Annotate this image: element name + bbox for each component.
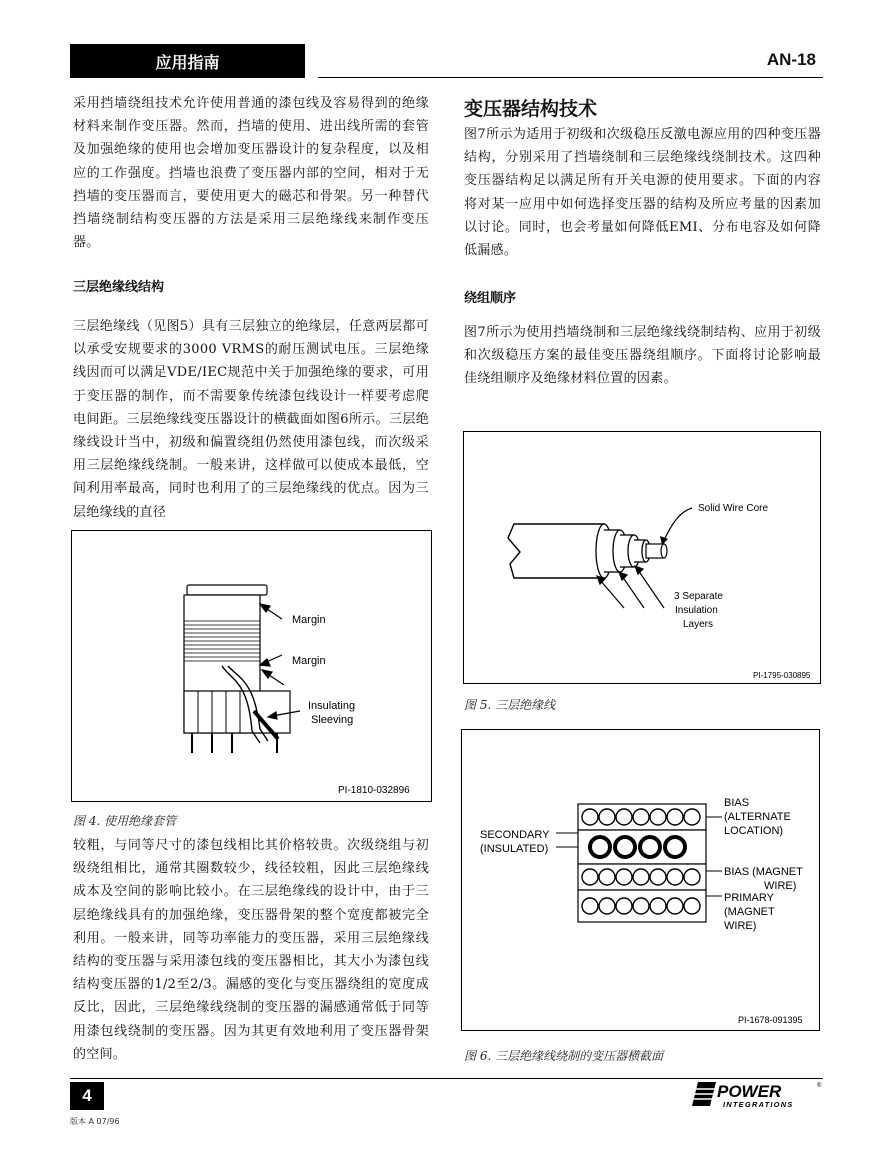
power-integrations-logo: [690, 1080, 824, 1110]
figure-4-code: PI-1810-032896: [338, 785, 410, 796]
header-rule: [318, 77, 823, 78]
figure-4-drawing: [72, 531, 431, 801]
label-solid-wire-core: Solid Wire Core: [698, 503, 769, 514]
section-tab: 应用指南: [70, 44, 305, 78]
label-margin-mid: Margin: [292, 655, 326, 667]
paragraph-structure: 图7所示为适用于初级和次级稳压反激电源应用的四种变压器结构，分别采用了挡墙绕制和三层绝缘线绕制技术。这四种变压器结构足以满足所有开关电源的使用要求。下面的内容将对某一应用中如何选择变压器的结构及所应考量的因素加以讨论。同时，也会考量如何降低EMI、分布电容及如何降低漏感。: [464, 127, 821, 259]
label-secondary: SECONDARY: [480, 829, 550, 841]
figure-5: [463, 431, 821, 684]
figure-5-drawing: [464, 432, 820, 683]
paragraph-winding-order: 图7所示为使用挡墙绕制和三层绝缘线绕制结构、应用于初级和次级稳压方案的最佳变压器绕组顺序。下面将讨论影响最佳绕组顺序及绝缘材料位置的因素。: [464, 325, 821, 387]
logo-power-text: POWER: [717, 1082, 782, 1101]
figure-4: [71, 530, 432, 802]
figure-6-drawing: [462, 730, 819, 1030]
label-layers: Layers: [683, 619, 714, 630]
section-heading-winding-order: 绕组顺序: [464, 291, 517, 306]
label-bias-magnet: BIAS (MAGNET: [724, 866, 803, 878]
figure-4-caption: 图 4. 使用绝缘套管: [73, 814, 177, 828]
intro-paragraph: 采用挡墙绕组技术允许使用普通的漆包线及容易得到的绝缘材料来制作变压器。然而，挡墙的使用、进出线所需的套管及加强绝缘的使用也会增加变压器设计的复杂程度，以及相应的工作强度。挡墙也浪费了变压器内部的空间，相对于无挡墙的变压器而言，要使用更大的磁芯和骨架。另一种替代挡墙绕制结构变压器的方法是采用三层绝缘线来制作变压器。: [73, 96, 429, 251]
section-heading-triple-insulated: 三层绝缘线结构: [73, 280, 165, 295]
paragraph-continued: 较粗，与同等尺寸的漆包线相比其价格较贵。次级绕组与初级绕组相比，通常其圈数较少，线径较粗，因此三层绝缘线成本及空间的影响比较小。在三层绝缘线的设计中，由于三层绝缘线具有的加强绝缘，变压器骨架的整个宽度都被完全利用。一般来讲，同等功率能力的变压器，采用三层绝缘线结构的变压器与采用漆包线的变压器相比，其大小为漆包线结构变压器的1/2至2/3。漏感的变化与变压器绕组的宽度成反比，因此，三层绝缘线绕制的变压器的漏感通常低于同等用漆包线绕制的变压器。因为其更有效地利用了变压器骨架的空间。: [73, 838, 429, 1062]
figure-5-code: PI-1795-030895: [753, 671, 811, 680]
label-primary-magnet: (MAGNET: [724, 906, 775, 918]
label-bias-magnet-wire: WIRE): [764, 880, 797, 892]
label-primary-wire: WIRE): [724, 920, 757, 932]
label-sleeving: Sleeving: [311, 714, 354, 726]
doc-code: AN-18: [766, 50, 816, 69]
figure-6-caption: 图 6. 三层绝缘线绕制的变压器横截面: [464, 1049, 664, 1063]
page-number: 4: [70, 1082, 104, 1110]
label-alternate: (ALTERNATE: [724, 811, 791, 823]
figure-5-caption: 图 5. 三层绝缘线: [464, 698, 556, 712]
label-insulation: Insulation: [675, 605, 718, 616]
logo-mark-icon: [690, 1080, 824, 1110]
logo-integrations-text: INTEGRATIONS: [723, 1100, 794, 1109]
version-label: 版本 A 07/96: [70, 1117, 120, 1126]
label-margin-top: Margin: [292, 614, 326, 626]
figure-6: [461, 729, 820, 1031]
label-primary: PRIMARY: [724, 892, 774, 904]
label-insulating: Insulating: [308, 700, 356, 712]
label-separate: 3 Separate: [674, 591, 723, 602]
label-bias: BIAS: [724, 797, 750, 809]
footer-rule: [70, 1078, 823, 1079]
paragraph-triple-insulated: 三层绝缘线（见图5）具有三层独立的绝缘层，任意两层都可以承受安规要求的3000 VRMS的耐压测试电压。三层绝缘线因而可以满足VDE/IEC规范中关于加强绝缘的要求，可用于变压器的制作，而不需要象传统漆包线设计一样要考虑爬电间距。三层绝缘线变压器设计的横截面如图6所示。三层绝缘线设计当中，初级和偏置绕组仍然使用漆包线，而次级采用三层绝缘线绕制。一般来讲，这样做可以使成本最低，空间利用率最高，同时也利用了的三层绝缘线的优点。因为三层绝缘线的直径: [73, 319, 429, 520]
label-insulated: (INSULATED): [480, 843, 549, 855]
logo-registered-mark: ®: [817, 1083, 822, 1089]
section-title-structure: 变压器结构技术: [464, 98, 598, 120]
label-location: LOCATION): [724, 825, 784, 837]
figure-6-code: PI-1678-091395: [738, 1015, 803, 1025]
